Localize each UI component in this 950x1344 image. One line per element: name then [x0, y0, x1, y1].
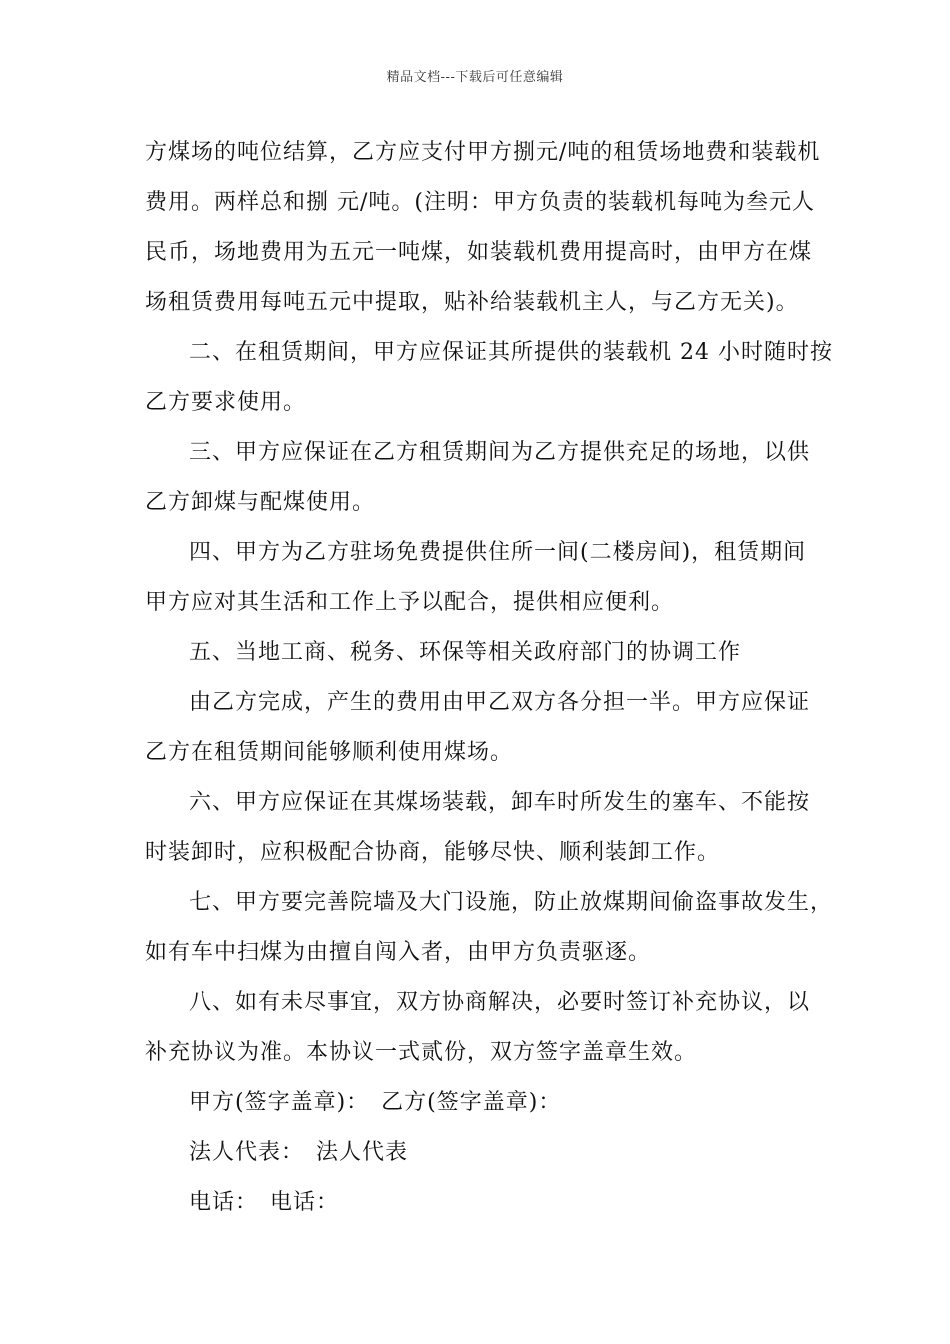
text-line: 场租赁费用每吨五元中提取，贴补给装载机主人，与乙方无关)。 [145, 290, 799, 315]
text-line: 如有车中扫煤为由擅自闯入者，由甲方负责驱逐。 [145, 940, 652, 965]
text-line: 乙方要求使用。 [145, 390, 307, 415]
text-line: 由乙方完成，产生的费用由甲乙双方各分担一半。甲方应保证 [189, 690, 811, 715]
text-line: 费用。两样总和捌 元/吨。(注明：甲方负责的装载机每吨为叁元人 [145, 190, 815, 215]
page-header: 精品文档---下载后可任意编辑 [386, 70, 564, 85]
text-line: 七、甲方要完善院墙及大门设施，防止放煤期间偷盗事故发生， [189, 890, 834, 915]
text-line: 四、甲方为乙方驻场免费提供住所一间(二楼房间)，租赁期间 [189, 540, 807, 565]
text-line: 补充协议为准。本协议一式贰份，双方签字盖章生效。 [145, 1040, 698, 1065]
text-line: 五、当地工商、税务、环保等相关政府部门的协调工作 [189, 640, 742, 665]
text-line: 方煤场的吨位结算，乙方应支付甲方捌元/吨的租赁场地费和装载机 [145, 140, 821, 165]
signature-line-phone: 电话： 电话： [189, 1190, 340, 1215]
text-line: 民币，场地费用为五元一吨煤，如装载机费用提高时，由甲方在煤 [145, 240, 813, 265]
signature-line-party: 甲方(签字盖章)： 乙方(签字盖章)： [189, 1090, 562, 1115]
signature-line-representative: 法人代表： 法人代表 [189, 1140, 409, 1165]
text-line: 乙方卸煤与配煤使用。 [145, 490, 376, 515]
document-body [145, 131, 834, 1231]
text-line: 六、甲方应保证在其煤场装载，卸车时所发生的塞车、不能按 [189, 790, 811, 815]
text-line: 时装卸时，应积极配合协商，能够尽快、顺利装卸工作。 [145, 840, 721, 865]
text-line: 八、如有未尽事宜，双方协商解决，必要时签订补充协议，以 [189, 990, 811, 1015]
text-line: 三、甲方应保证在乙方租赁期间为乙方提供充足的场地，以供 [189, 440, 811, 465]
text-line: 乙方在租赁期间能够顺利使用煤场。 [145, 740, 514, 765]
text-line: 甲方应对其生活和工作上予以配合，提供相应便利。 [145, 590, 675, 615]
text-line: 二、在租赁期间，甲方应保证其所提供的装载机 24 小时随时按 [189, 340, 833, 365]
